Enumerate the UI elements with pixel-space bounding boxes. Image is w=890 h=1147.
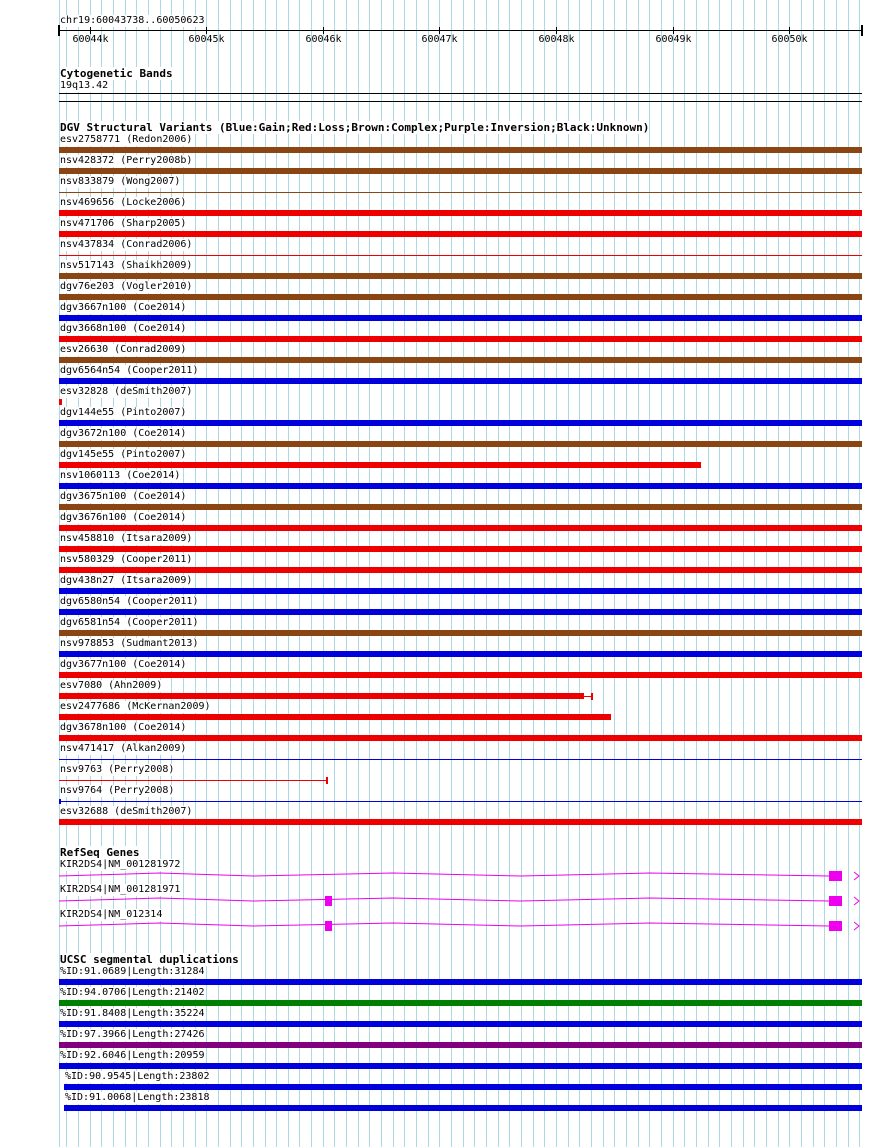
dgv-variant-label: nsv458810 (Itsara2009) (60, 533, 193, 544)
dgv-variant-bar (59, 693, 584, 699)
dgv-variant-label: dgv76e203 (Vogler2010) (60, 281, 193, 292)
ruler-tick-label: 60048k (538, 34, 575, 45)
dgv-variant-label: nsv437834 (Conrad2006) (60, 239, 193, 250)
dgv-variant-label: dgv3668n100 (Coe2014) (60, 323, 187, 334)
refseq-gene-label: KIR2DS4|NM_001281971 (60, 884, 181, 895)
segdup-label: %ID:92.6046|Length:20959 (60, 1050, 205, 1061)
dgv-variant-bar (59, 315, 862, 321)
dgv-variant-label: nsv471417 (Alkan2009) (60, 743, 187, 754)
refseq-track-title: RefSeq Genes (60, 846, 140, 859)
ruler-region: chr19:60043738..60050623 (60, 15, 205, 26)
dgv-variant-bar (59, 735, 862, 741)
dgv-variant-bar (59, 273, 862, 279)
dgv-variant-label: nsv517143 (Shaikh2009) (60, 260, 193, 271)
segdup-bar (64, 1105, 862, 1111)
dgv-variant-bar (59, 546, 862, 552)
dgv-variant-bar (59, 819, 862, 825)
segdup-bar (59, 979, 862, 985)
ruler-tick-label: 60047k (421, 34, 458, 45)
dgv-variant-label: esv2758771 (Redon2006) (60, 134, 193, 145)
dgv-variant-bar (59, 504, 862, 510)
segdup-bar (59, 1000, 862, 1006)
dgv-variant-label: dgv145e55 (Pinto2007) (60, 449, 187, 460)
dgv-variant-bar (59, 567, 862, 573)
dgv-variant-bar (59, 378, 862, 384)
segdup-track-title: UCSC segmental duplications (60, 953, 239, 966)
dgv-variant-label: nsv469656 (Locke2006) (60, 197, 187, 208)
dgv-variant-label: nsv9763 (Perry2008) (60, 764, 175, 775)
segdup-bar (59, 1063, 862, 1069)
segdup-label: %ID:91.0068|Length:23818 (65, 1092, 210, 1103)
dgv-variant-label: dgv3667n100 (Coe2014) (60, 302, 187, 313)
segdup-label: %ID:97.3966|Length:27426 (60, 1029, 205, 1040)
dgv-variant-label: esv32828 (deSmith2007) (60, 386, 193, 397)
refseq-gene-label: KIR2DS4|NM_001281972 (60, 859, 181, 870)
dgv-variant-bar (59, 255, 862, 256)
cytoband-bar-top (59, 93, 862, 94)
dgv-variant-label: esv26630 (Conrad2009) (60, 344, 187, 355)
dgv-variant-label: nsv1060113 (Coe2014) (60, 470, 181, 481)
segdup-label: %ID:91.0689|Length:31284 (60, 966, 205, 977)
dgv-variant-bar (59, 399, 62, 405)
dgv-variant-label: dgv438n27 (Itsara2009) (60, 575, 193, 586)
dgv-variant-label: esv32688 (deSmith2007) (60, 806, 193, 817)
dgv-variant-label: esv7080 (Ahn2009) (60, 680, 163, 691)
dgv-variant-label: dgv6564n54 (Cooper2011) (60, 365, 199, 376)
segdup-label: %ID:91.8408|Length:35224 (60, 1008, 205, 1019)
dgv-variant-cap (591, 693, 593, 700)
dgv-variant-bar (59, 168, 862, 174)
dgv-variant-label: dgv3676n100 (Coe2014) (60, 512, 187, 523)
dgv-variant-bar (59, 147, 862, 153)
dgv-variant-bar (59, 759, 862, 760)
segdup-label: %ID:90.9545|Length:23802 (65, 1071, 210, 1082)
dgv-variant-label: esv2477686 (McKernan2009) (60, 701, 211, 712)
dgv-variant-bar (59, 672, 862, 678)
ruler-tick-label: 60050k (771, 34, 808, 45)
dgv-variant-label: dgv3672n100 (Coe2014) (60, 428, 187, 439)
dgv-variant-bar (59, 441, 862, 447)
dgv-variant-label: dgv3677n100 (Coe2014) (60, 659, 187, 670)
dgv-variant-bar (59, 630, 862, 636)
dgv-variant-label: nsv9764 (Perry2008) (60, 785, 175, 796)
segdup-bar (59, 1021, 862, 1027)
dgv-variant-label: nsv471706 (Sharp2005) (60, 218, 187, 229)
dgv-variant-cap (326, 777, 328, 784)
dgv-variant-bar (59, 462, 701, 468)
ruler-tick-label: 60046k (305, 34, 342, 45)
dgv-track-title: DGV Structural Variants (Blue:Gain;Red:Loss;Brown:Complex;Purple:Inversion;Black:Unknown) (60, 121, 650, 134)
dgv-variant-label: dgv3675n100 (Coe2014) (60, 491, 187, 502)
dgv-variant-label: nsv978853 (Sudmant2013) (60, 638, 199, 649)
dgv-variant-label: dgv3678n100 (Coe2014) (60, 722, 187, 733)
dgv-variant-bar (59, 192, 862, 193)
refseq-gene-label: KIR2DS4|NM_012314 (60, 909, 163, 920)
segdup-bar (64, 1084, 862, 1090)
dgv-variant-bar (59, 801, 862, 802)
dgv-variant-label: nsv428372 (Perry2008b) (60, 155, 193, 166)
dgv-variant-bar (59, 525, 862, 531)
dgv-variant-bar (59, 483, 862, 489)
dgv-variant-bar (59, 714, 611, 720)
dgv-variant-bar (59, 336, 862, 342)
dgv-variant-bar (59, 780, 327, 781)
dgv-variant-label: nsv833879 (Wong2007) (60, 176, 181, 187)
ruler-tick-label: 60044k (72, 34, 109, 45)
cytoband-label: 19q13.42 (60, 80, 109, 91)
cytoband-track-title: Cytogenetic Bands (60, 67, 173, 80)
ruler-tick-label: 60049k (655, 34, 692, 45)
segdup-label: %ID:94.0706|Length:21402 (60, 987, 205, 998)
dgv-variant-bar (59, 609, 862, 615)
cytoband-bar-bottom (59, 101, 862, 102)
dgv-variant-label: dgv6581n54 (Cooper2011) (60, 617, 199, 628)
refseq-exon (829, 921, 842, 931)
dgv-variant-bar (59, 420, 862, 426)
dgv-variant-bar (59, 651, 862, 657)
dgv-variant-label: dgv6580n54 (Cooper2011) (60, 596, 199, 607)
dgv-variant-bar (59, 588, 862, 594)
refseq-exon (829, 896, 842, 906)
dgv-variant-label: nsv580329 (Cooper2011) (60, 554, 193, 565)
refseq-exon (829, 871, 842, 881)
ruler-tick-label: 60045k (188, 34, 225, 45)
refseq-exon (325, 896, 332, 906)
segdup-bar (59, 1042, 862, 1048)
dgv-variant-bar (59, 357, 862, 363)
dgv-variant-bar (59, 210, 862, 216)
dgv-variant-label: dgv144e55 (Pinto2007) (60, 407, 187, 418)
dgv-variant-bar (59, 294, 862, 300)
dgv-variant-bar (59, 231, 862, 237)
refseq-exon (325, 921, 332, 931)
